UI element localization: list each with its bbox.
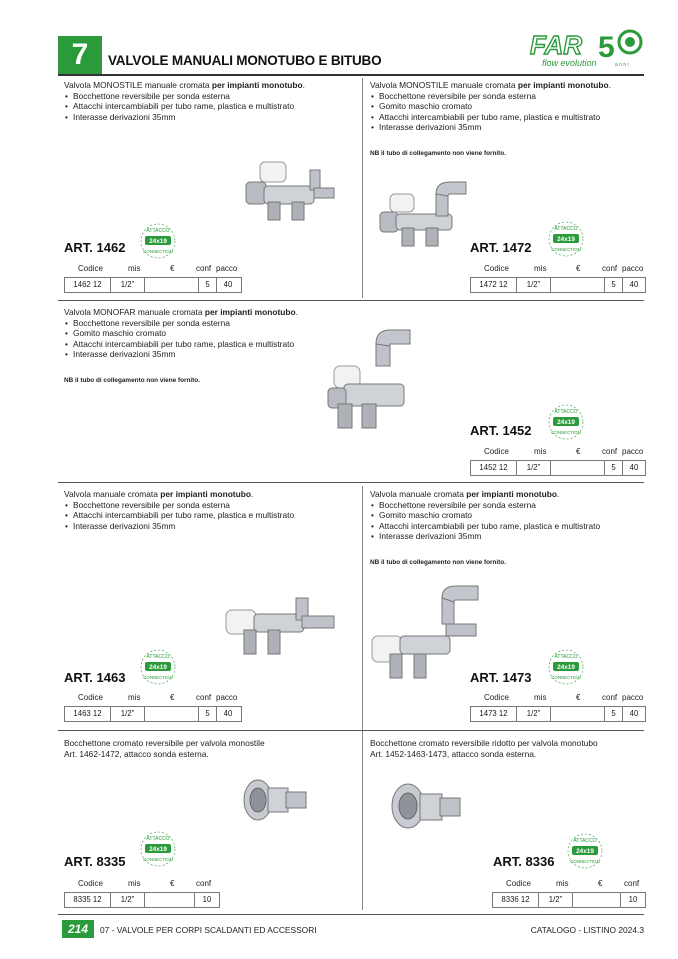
svg-text:24x19: 24x19 xyxy=(557,664,575,671)
table-header: Codice mis € conf pacco xyxy=(484,693,644,702)
table-header: Codice mis € conf pacco xyxy=(484,447,644,456)
article-number: ART. 8336 xyxy=(493,854,555,869)
table-row: 1462 12 1/2” 5 40 xyxy=(64,277,242,293)
svg-text:CONNECTION: CONNECTION xyxy=(143,249,173,254)
table-header: Codice mis € conf pacco xyxy=(78,693,238,702)
logo-sub: flow evolution xyxy=(542,58,597,68)
table-row: 8336 12 1/2” 10 xyxy=(492,892,646,908)
svg-text:ATTACCO: ATTACCO xyxy=(554,654,578,660)
svg-text:CONNECTION: CONNECTION xyxy=(143,857,173,862)
product-description: Valvola MONOFAR manuale cromata per impianti monotubo. • Bocchettone reversibile per sonda esterna • Gomito maschio cromato • Attacchi intercambiabili per tubo rame, plastica e multistrato • Interasse derivazioni 35mm xyxy=(64,307,364,360)
svg-text:ATTACCO: ATTACCO xyxy=(146,836,170,842)
table-row: 1472 12 1/2” 5 40 xyxy=(470,277,646,293)
note: NB il tubo di collegamento non viene fornito. xyxy=(64,377,200,384)
table-row: 1473 12 1/2” 5 40 xyxy=(470,706,646,722)
logo-far: FAR xyxy=(530,30,582,60)
svg-text:24x19: 24x19 xyxy=(557,236,575,243)
divider xyxy=(58,482,644,483)
note: NB il tubo di collegamento non viene fornito. xyxy=(370,150,506,157)
connection-badge-icon xyxy=(139,222,177,265)
divider xyxy=(362,486,363,910)
connection-badge-icon xyxy=(139,830,177,873)
product-description: Valvola manuale cromata per impianti monotubo. • Bocchettone reversibile per sonda esterna • Gomito maschio cromato • Attacchi intercambiabili per tubo rame, plastica e multistrato • Interasse derivazioni 35mm xyxy=(370,489,640,542)
logo-5: 5 xyxy=(598,31,615,64)
footer-catalog: CATALOGO - LISTINO 2024.3 xyxy=(530,925,644,935)
article-number: ART. 1462 xyxy=(64,240,126,255)
table-row: 8335 12 1/2” 10 xyxy=(64,892,220,908)
product-image xyxy=(368,584,484,684)
chapter-number: 7 xyxy=(58,36,102,74)
connection-badge-icon xyxy=(566,832,604,875)
svg-text:CONNECTION: CONNECTION xyxy=(570,859,600,864)
connection-badge-icon xyxy=(547,648,585,691)
table-header: Codice mis € conf xyxy=(506,879,640,888)
article-number: ART. 1473 xyxy=(470,670,532,685)
header-rule xyxy=(58,74,644,76)
table-header: Codice mis € conf pacco xyxy=(484,264,644,273)
product-description: Bocchettone cromato reversibile per valvola monostile Art. 1462-1472, attacco sonda esterna. xyxy=(64,738,265,759)
product-image xyxy=(388,776,462,832)
logo-anni: a n n i xyxy=(615,62,629,68)
article-number: ART. 1472 xyxy=(470,240,532,255)
svg-text:24x19: 24x19 xyxy=(557,419,575,426)
article-number: ART. 8335 xyxy=(64,854,126,869)
divider xyxy=(362,78,363,298)
product-image xyxy=(376,180,472,252)
product-image xyxy=(240,160,336,224)
product-description: Bocchettone cromato reversibile ridotto per valvola monotubo Art. 1452-1463-1473, attacco sonda esterna. xyxy=(370,738,598,759)
connection-badge-icon xyxy=(547,403,585,446)
table-row: 1452 12 1/2” 5 40 xyxy=(470,460,646,476)
svg-text:24x19: 24x19 xyxy=(149,238,167,245)
article-number: ART. 1463 xyxy=(64,670,126,685)
svg-text:24x19: 24x19 xyxy=(576,848,594,855)
divider xyxy=(58,730,644,731)
svg-text:ATTACCO: ATTACCO xyxy=(146,228,170,234)
page-title: VALVOLE MANUALI MONOTUBO E BITUBO xyxy=(108,53,382,68)
product-image xyxy=(324,328,414,432)
far-logo xyxy=(528,26,650,70)
product-description: Valvola MONOSTILE manuale cromata per impianti monotubo. • Bocchettone reversibile per sonda esterna • Attacchi intercambiabili per tubo rame, plastica e multistrato • Interasse derivazioni 35mm xyxy=(64,80,354,122)
product-description: Valvola MONOSTILE manuale cromata per impianti monotubo. • Bocchettone reversibile per sonda esterna • Gomito maschio cromato • Attacchi intercambiabili per tubo rame, plastica e multistrato • Interasse derivazioni 35mm xyxy=(370,80,640,133)
connection-badge-icon xyxy=(139,648,177,691)
divider xyxy=(58,914,644,915)
product-image xyxy=(240,776,310,824)
svg-text:ATTACCO: ATTACCO xyxy=(554,226,578,232)
footer-section: 07 - VALVOLE PER CORPI SCALDANTI ED ACCESSORI xyxy=(100,925,317,935)
table-header: Codice mis € conf pacco xyxy=(78,264,238,273)
svg-text:CONNECTION: CONNECTION xyxy=(143,675,173,680)
svg-text:24x19: 24x19 xyxy=(149,846,167,853)
divider xyxy=(58,300,644,301)
note: NB il tubo di collegamento non viene fornito. xyxy=(370,559,506,566)
connection-badge-icon xyxy=(547,220,585,263)
product-description: Valvola manuale cromata per impianti monotubo. • Bocchettone reversibile per sonda esterna • Attacchi intercambiabili per tubo rame, plastica e multistrato • Interasse derivazioni 35mm xyxy=(64,489,354,531)
svg-text:CONNECTION: CONNECTION xyxy=(551,247,581,252)
svg-text:24x19: 24x19 xyxy=(149,664,167,671)
svg-text:ATTACCO: ATTACCO xyxy=(146,654,170,660)
table-row: 1463 12 1/2” 5 40 xyxy=(64,706,242,722)
product-image xyxy=(222,596,338,658)
page-number: 214 xyxy=(62,920,94,938)
table-header: Codice mis € conf xyxy=(78,879,212,888)
svg-text:ATTACCO: ATTACCO xyxy=(573,838,597,844)
svg-text:CONNECTION: CONNECTION xyxy=(551,430,581,435)
article-number: ART. 1452 xyxy=(470,423,532,438)
svg-text:CONNECTION: CONNECTION xyxy=(551,675,581,680)
svg-text:ATTACCO: ATTACCO xyxy=(554,409,578,415)
